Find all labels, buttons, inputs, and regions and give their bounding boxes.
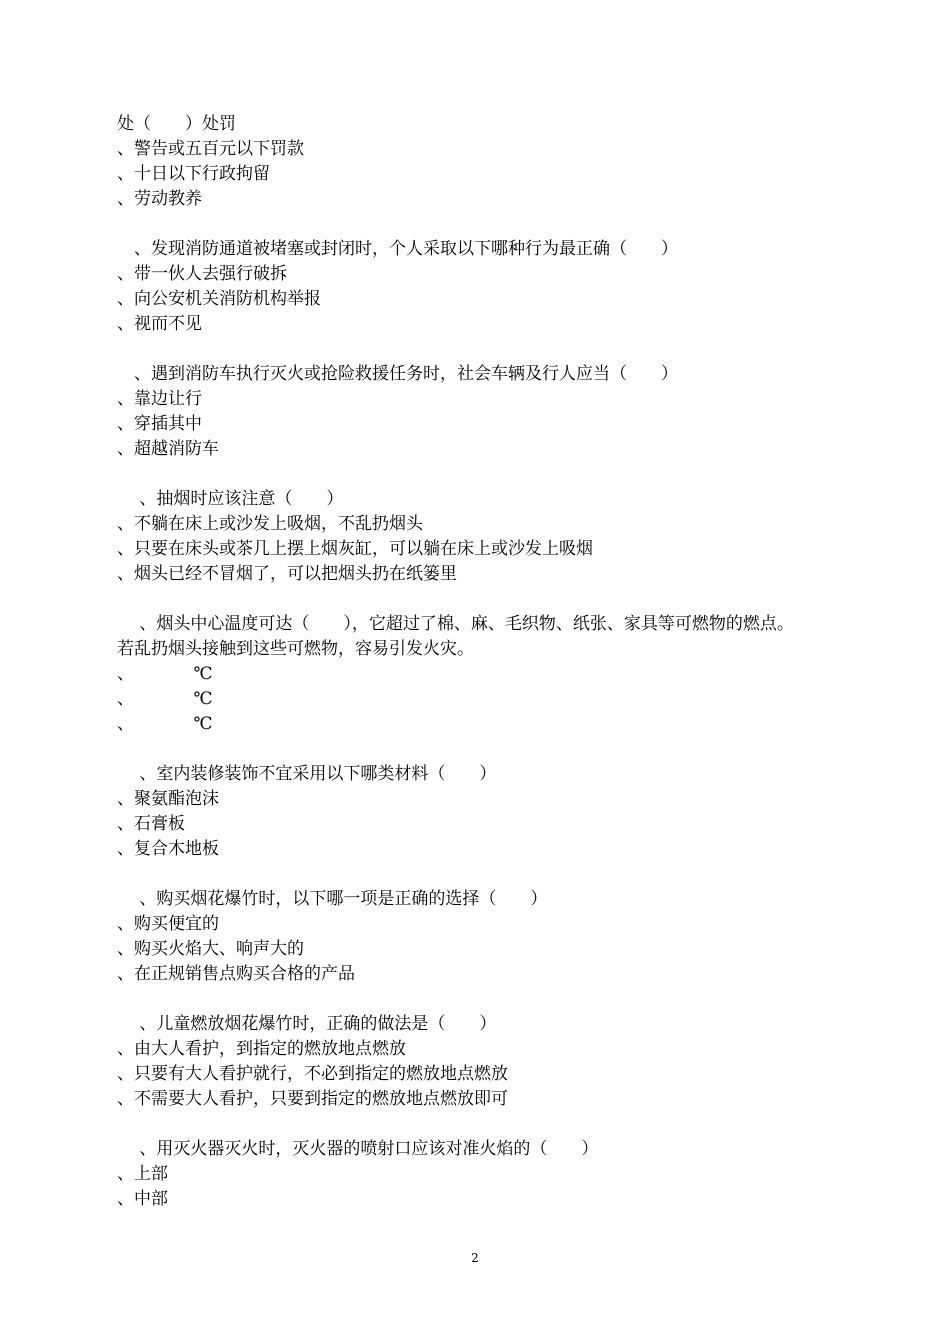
question-block [117,887,847,987]
question-text: 处（ ）处罚 [117,114,236,134]
option-c: 、不需要大人看护，只要到指定的燃放地点燃放即可 [117,1089,508,1109]
spacer [117,462,847,487]
spacer [117,987,847,1012]
option-c: 、超越消防车 [117,439,219,459]
page-number: 2 [471,1251,479,1265]
option-a: 、上部 [117,1164,168,1184]
spacer [117,212,847,237]
spacer [117,1112,847,1137]
question-block [117,362,847,462]
option-a: 、警告或五百元以下罚款 [117,139,304,159]
document-body [117,112,847,1212]
question-block [117,612,847,737]
question-text: 、用灭火器灭火时，灭火器的喷射口应该对准火焰的（ ） [117,1139,599,1159]
option-b: 、只要有大人看护就行，不必到指定的燃放地点燃放 [117,1064,508,1084]
spacer [117,737,847,762]
option-a: 、购买便宜的 [117,914,219,934]
option-b: 、只要在床头或茶几上摆上烟灰缸，可以躺在床上或沙发上吸烟 [117,539,593,559]
option-a: 、 ℃ [117,664,213,684]
question-block [117,1012,847,1112]
question-text: 、室内装修装饰不宜采用以下哪类材料（ ） [117,764,497,784]
question-block [117,762,847,862]
question-block [117,237,847,337]
option-b: 、向公安机关消防机构举报 [117,289,321,309]
option-a: 、聚氨酯泡沫 [117,789,219,809]
option-b: 、 ℃ [117,689,213,709]
option-a: 、靠边让行 [117,389,202,409]
option-b: 、中部 [117,1189,168,1209]
question-block [117,1137,847,1212]
option-b: 、十日以下行政拘留 [117,164,270,184]
question-continuation: 若乱扔烟头接触到这些可燃物，容易引发火灾。 [117,639,474,659]
option-c: 、视而不见 [117,314,202,334]
option-c: 、 ℃ [117,714,213,734]
question-block [117,112,847,212]
question-text: 、儿童燃放烟花爆竹时，正确的做法是（ ） [117,1014,497,1034]
option-c: 、劳动教养 [117,189,202,209]
option-c: 、烟头已经不冒烟了，可以把烟头扔在纸篓里 [117,564,457,584]
option-a: 、不躺在床上或沙发上吸烟，不乱扔烟头 [117,514,423,534]
question-text: 、抽烟时应该注意（ ） [117,489,344,509]
option-b: 、穿插其中 [117,414,202,434]
option-b: 、石膏板 [117,814,185,834]
spacer [117,587,847,612]
question-block [117,487,847,587]
question-text: 、烟头中心温度可达（ ），它超过了棉、麻、毛织物、纸张、家具等可燃物的燃点。 [117,614,794,634]
option-a: 、带一伙人去强行破拆 [117,264,287,284]
spacer [117,337,847,362]
question-text: 、遇到消防车执行灭火或抢险救援任务时，社会车辆及行人应当（ ） [117,364,678,384]
option-c: 、在正规销售点购买合格的产品 [117,964,355,984]
option-b: 、购买火焰大、响声大的 [117,939,304,959]
option-c: 、复合木地板 [117,839,219,859]
spacer [117,862,847,887]
question-text: 、购买烟花爆竹时，以下哪一项是正确的选择（ ） [117,889,548,909]
question-text: 、发现消防通道被堵塞或封闭时，个人采取以下哪种行为最正确（ ） [117,239,678,259]
option-a: 、由大人看护，到指定的燃放地点燃放 [117,1039,406,1059]
